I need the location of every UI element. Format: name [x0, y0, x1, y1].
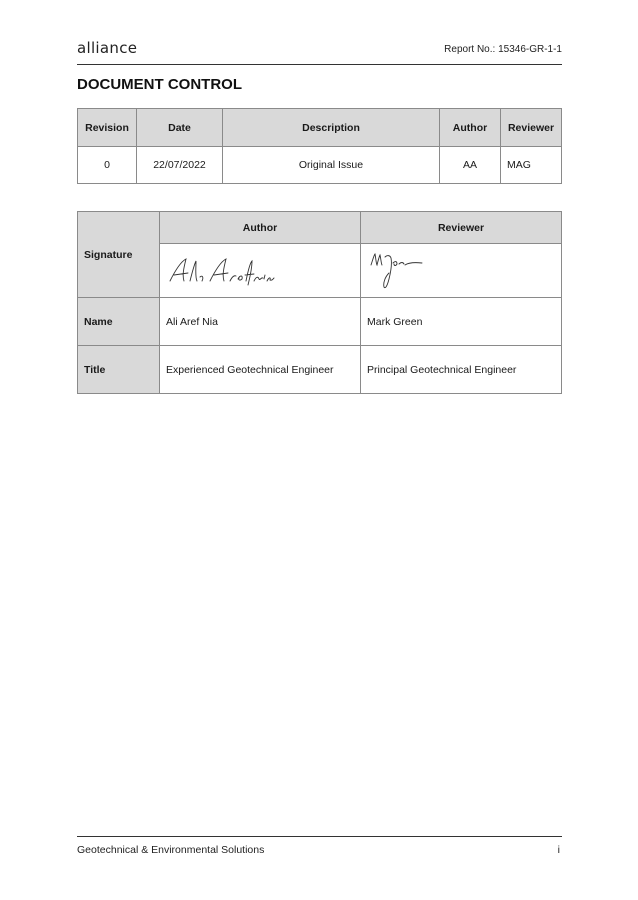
cell-author: AA [440, 147, 501, 184]
footer-text: Geotechnical & Environmental Solutions [77, 844, 265, 856]
name-row [78, 298, 562, 346]
report-number: Report No.: 15346-GR-1-1 [444, 44, 562, 55]
author-signature-image [166, 251, 276, 291]
reviewer-name: Mark Green [361, 298, 562, 346]
page-footer [77, 836, 562, 856]
header-description: Description [223, 109, 440, 147]
header-author: Author [160, 212, 361, 244]
header-date: Date [137, 109, 223, 147]
author-signature [160, 244, 361, 298]
revision-table [77, 108, 562, 184]
author-name: Ali Aref Nia [160, 298, 361, 346]
header-reviewer: Reviewer [361, 212, 562, 244]
row-label-title: Title [78, 346, 160, 394]
cell-reviewer: MAG [501, 147, 562, 184]
author-title: Experienced Geotechnical Engineer [160, 346, 361, 394]
cell-description: Original Issue [223, 147, 440, 184]
page-title: DOCUMENT CONTROL [77, 76, 242, 93]
reviewer-signature-image [367, 249, 427, 293]
company-logo: alliance [77, 39, 138, 57]
header-author: Author [440, 109, 501, 147]
reviewer-signature [361, 244, 562, 298]
header-revision: Revision [78, 109, 137, 147]
row-label-name: Name [78, 298, 160, 346]
table-row [78, 147, 562, 184]
title-row [78, 346, 562, 394]
reviewer-title: Principal Geotechnical Engineer [361, 346, 562, 394]
cell-date: 22/07/2022 [137, 147, 223, 184]
header-reviewer: Reviewer [501, 109, 562, 147]
page-number: i [557, 844, 560, 856]
signature-table [77, 211, 562, 394]
page-header [77, 38, 562, 65]
signature-table-header [78, 212, 562, 244]
row-label-signature: Signature [78, 212, 160, 298]
cell-revision: 0 [78, 147, 137, 184]
revision-table-header [78, 109, 562, 147]
